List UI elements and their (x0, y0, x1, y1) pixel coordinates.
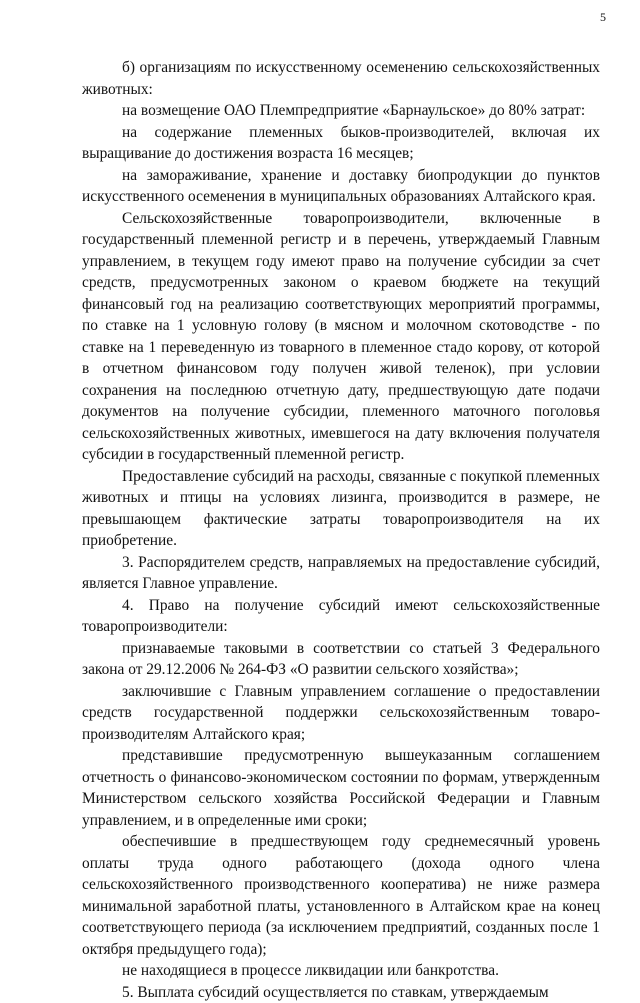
paragraph: на замораживание, хранение и доставку биопродукции до пунктов искусственного осеменения в муниципальных образованиях Алтайского края. (82, 165, 600, 208)
paragraph: Предоставление субсидий на расходы, связанные с покупкой племенных животных и птицы на условиях лизинга, производится в размере, не превышающем фактические затраты товаропроизводителя на их приобретение. (82, 466, 600, 552)
paragraph: заключившие с Главным управлением соглашение о предоставлении средств государственной поддержки сельскохозяйственным товаропроизводителям Алтайского края; (82, 681, 600, 746)
paragraph: 3. Распорядителем средств, направляемых на предоставление субсидий, является Главное управление. (82, 552, 600, 595)
paragraph: Сельскохозяйственные товаропроизводители, включенные в государственный племенной регистр и в перечень, утверждаемый Главным управлением, в текущем году имеют право на получение субсидии за счет средств, предусмотренных законом о краевом бюджете на текущий финансовый год на реализацию соответствующих мероприятий программы, по ставке на 1 условную голову (в мясном и молочном скотоводстве - по ставке на 1 переведенную из товарного в племенное стадо корову, от которой в отчетном финансовом году получен живой теленок), при условии сохранения на последнюю отчетную дату, предшествующую дате подачи документов на получение субсидии, племенного маточного поголовья сельскохозяйственных животных, имевшегося на дату включения получателя субсидии в государственный племенной регистр. (82, 208, 600, 466)
paragraph: 5. Выплата субсидий осуществляется по ставкам, утверждаемым (82, 982, 600, 1003)
document-body (82, 57, 600, 1003)
paragraph: представившие предусмотренную вышеуказанным соглашением отчетность о финансово-экономическом состоянии по формам, утвержденным Министерством сельского хозяйства Российской Федерации и Главным управлением, и в определенные ими сроки; (82, 745, 600, 831)
paragraph: на возмещение ОАО Племпредприятие «Барнаульское» до 80% затрат: (82, 100, 600, 122)
paragraph: не находящиеся в процессе ликвидации или банкротства. (82, 960, 600, 982)
paragraph: на содержание племенных быков-производителей, включая их выращивание до достижения возраста 16 месяцев; (82, 122, 600, 165)
page-number: 5 (0, 10, 606, 25)
paragraph: б) организациям по искусственному осеменению сельскохозяйственных животных: (82, 57, 600, 100)
paragraph: 4. Право на получение субсидий имеют сельскохозяйственные товаропроизводители: (82, 595, 600, 638)
paragraph: признаваемые таковыми в соответствии со статьей 3 Федерального закона от 29.12.2006 № 264-ФЗ «О развитии сельского хозяйства»; (82, 638, 600, 681)
paragraph: обеспечившие в предшествующем году среднемесячный уровень оплаты труда одного работающего (дохода одного члена сельскохозяйственного производственного кооператива) не ниже размера минимальной заработной платы, установленного в Алтайском крае на конец соответствующего периода (за исключением предприятий, созданных после 1 октября предыдущего года); (82, 831, 600, 960)
